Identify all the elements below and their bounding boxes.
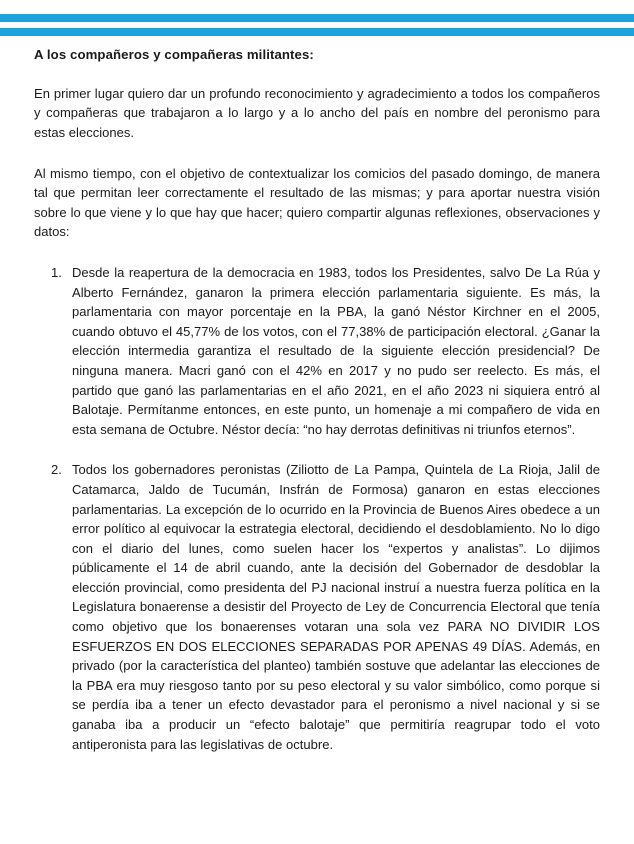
list-item-marker: 2. — [51, 462, 62, 478]
header-bar-bottom — [0, 28, 634, 36]
list-item-marker: 1. — [51, 264, 62, 280]
numbered-list — [34, 263, 600, 754]
list-item — [34, 460, 600, 754]
header-decorative-bars — [0, 0, 634, 40]
intro-paragraph-2: Al mismo tiempo, con el objetivo de contextualizar los comicios del pasado domingo, de manera tal que permitan leer correctamente el resultado de las mismas; y para aportar nuestra visión sobre lo que viene y lo que hay que hacer; quiero compartir algunas reflexiones, observaciones y datos: — [34, 165, 600, 240]
intro-paragraph-1: En primer lugar quiero dar un profundo reconocimiento y agradecimiento a todos los compañeros y compañeras que trabajaron a lo largo y a lo ancho del país en nombre del peronismo para estas elecciones. — [34, 85, 600, 140]
page-title: A los compañeros y compañeras militantes: — [34, 47, 314, 62]
list-item — [34, 263, 600, 439]
document-body — [34, 46, 600, 754]
list-item-text: Desde la reapertura de la democracia en 1983, todos los Presidentes, salvo De La Rúa y Alberto Fernández, ganaron la primera elección parlamentaria siguiente. Es más, la parlamentaria con mayor porcentaje en la PBA, la ganó Néstor Kirchner en el 2005, cuando obtuvo el 45,77% de los votos, con el 77,38% de participación electoral. ¿Ganar la elección intermedia garantiza el resultado de la siguiente elección presidencial? De ninguna manera. Macri ganó con el 42% en 2017 y no pudo ser reelecto. Es más, el partido que ganó las parlamentarias en el año 2021, en el año 2023 ni siquiera entró al Balotaje. Permítanme entonces, en este punto, un homenaje a mi compañero de vida en esta semana de Octubre. Néstor decía: “no hay derrotas definitivas ni triunfos eternos”. — [72, 264, 600, 437]
list-item-text: Todos los gobernadores peronistas (Ziliotto de La Pampa, Quintela de La Rioja, Jalil de Catamarca, Jaldo de Tucumán, Insfrán de Formosa) ganaron en estas elecciones parlamentarias. La excepción de lo ocurrido en la Provincia de Buenos Aires obedece a un error político al equivocar la estrategia electoral, decidiendo el desdoblamiento. No lo digo con el diario del lunes, como suelen hacer los “expertos y analistas”. Lo dijimos públicamente el 14 de abril cuando, ante la decisión del Gobernador de desdoblar la elección provincial, como presidenta del PJ nacional instruí a nuestra fuerza política en la Legislatura bonaerense a desistir del Proyecto de Ley de Concurrencia Electoral que tenía como objetivo que los bonaerenses votaran una sola vez PARA NO DIVIDIR LOS ESFUERZOS EN DOS ELECCIONES SEPARADAS POR APENAS 49 DÍAS. Además, en privado (por la característica del planteo) también sostuve que adelantar las elecciones de la PBA era muy riesgoso tanto por su peso electoral y su valor simbólico, como porque si se perdía iba a tener un efecto devastador para el peronismo a nivel nacional y si se ganaba iba a producir un “efecto balotaje” que permitiría reagrupar todo el voto antiperonista para las legislativas de octubre. — [72, 462, 600, 752]
header-bar-top — [0, 14, 634, 22]
